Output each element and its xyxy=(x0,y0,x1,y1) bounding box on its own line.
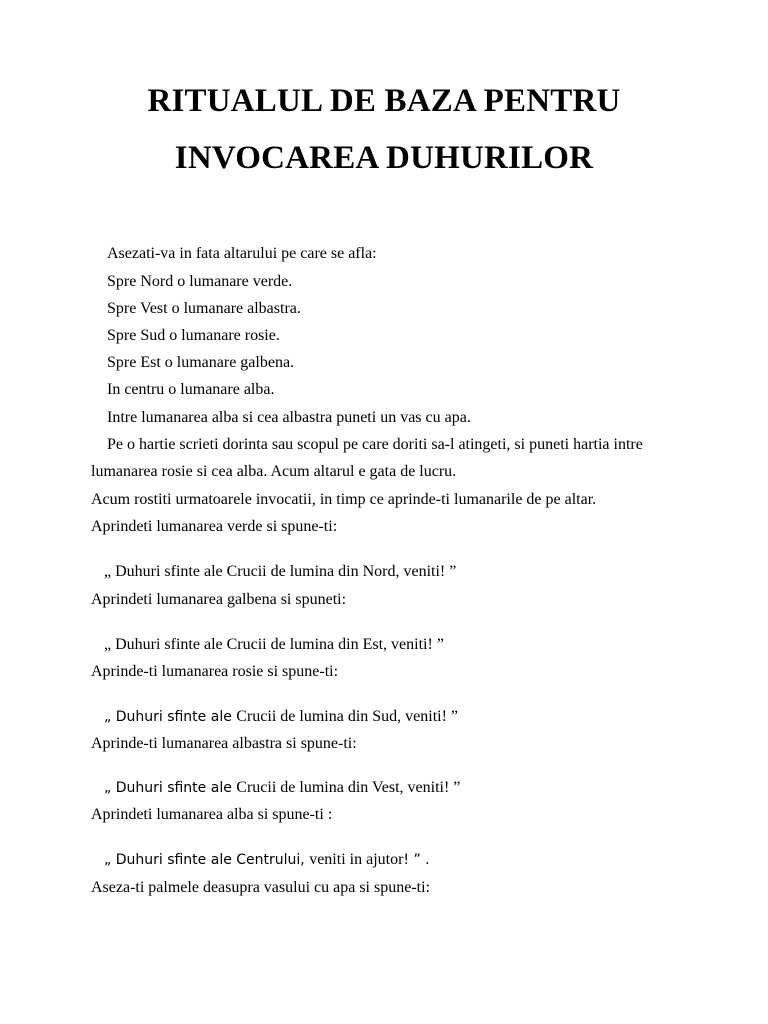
paragraph-line: Aprindeti lumanarea alba si spune-ti : xyxy=(91,806,333,823)
quote-part: „ Duhuri sfinte ale xyxy=(104,709,237,725)
paragraph-line: Spre Est o lumanare galbena. xyxy=(107,354,295,371)
paragraph-line: Aprindeti lumanarea verde si spune-ti: xyxy=(91,518,338,535)
quote-part: Crucii de lumina din Vest, veniti! ” xyxy=(236,779,461,796)
paragraph-line: Aseza-ti palmele deasupra vasului cu apa si spune-ti: xyxy=(91,879,430,896)
paragraph-line: In centru o lumanare alba. xyxy=(107,381,275,398)
invocation-quote: „ Duhuri sfinte ale Crucii de lumina din Nord, veniti! ” xyxy=(104,563,457,580)
invocation-quote: „ Duhuri sfinte ale Crucii de lumina din Est, veniti! ” xyxy=(104,636,444,653)
paragraph-line: Asezati-va in fata altarului pe care se afla: xyxy=(107,245,377,262)
paragraph-line: Aprinde-ti lumanarea albastra si spune-ti: xyxy=(91,735,357,752)
document-title-line-2: INVOCAREA DUHURILOR xyxy=(174,140,594,176)
paragraph-line: Aprinde-ti lumanarea rosie si spune-ti: xyxy=(91,663,339,680)
paragraph-line: lumanarea rosie si cea alba. Acum altarul e gata de lucru. xyxy=(91,463,457,480)
quote-part: „ Duhuri sfinte ale xyxy=(104,780,237,796)
paragraph-line: Aprindeti lumanarea galbena si spuneti: xyxy=(91,591,347,608)
paragraph-line: Acum rostiti urmatoarele invocatii, in timp ce aprinde-ti lumanarile de pe altar. xyxy=(91,491,597,508)
quote-part: veniti in ajutor xyxy=(309,851,404,868)
quote-part: „ Duhuri sfinte ale Centrului, xyxy=(104,852,310,868)
paragraph-line: Spre Nord o lumanare verde. xyxy=(107,273,293,290)
document-title-line-1: RITUALUL DE BAZA PENTRU xyxy=(147,83,621,119)
quote-part: ! ” . xyxy=(403,852,430,868)
invocation-quote xyxy=(104,851,430,869)
paragraph-line: Intre lumanarea alba si cea albastra puneti un vas cu apa. xyxy=(107,409,471,426)
quote-part: Crucii de lumina din Sud, veniti! ” xyxy=(236,708,459,725)
invocation-quote xyxy=(104,779,460,797)
invocation-quote xyxy=(104,708,458,726)
paragraph-line: Pe o hartie scrieti dorinta sau scopul pe care doriti sa-l atingeti, si puneti hartia intre xyxy=(107,436,643,453)
paragraph-line: Spre Vest o lumanare albastra. xyxy=(107,300,301,317)
paragraph-line: Spre Sud o lumanare rosie. xyxy=(107,327,280,344)
